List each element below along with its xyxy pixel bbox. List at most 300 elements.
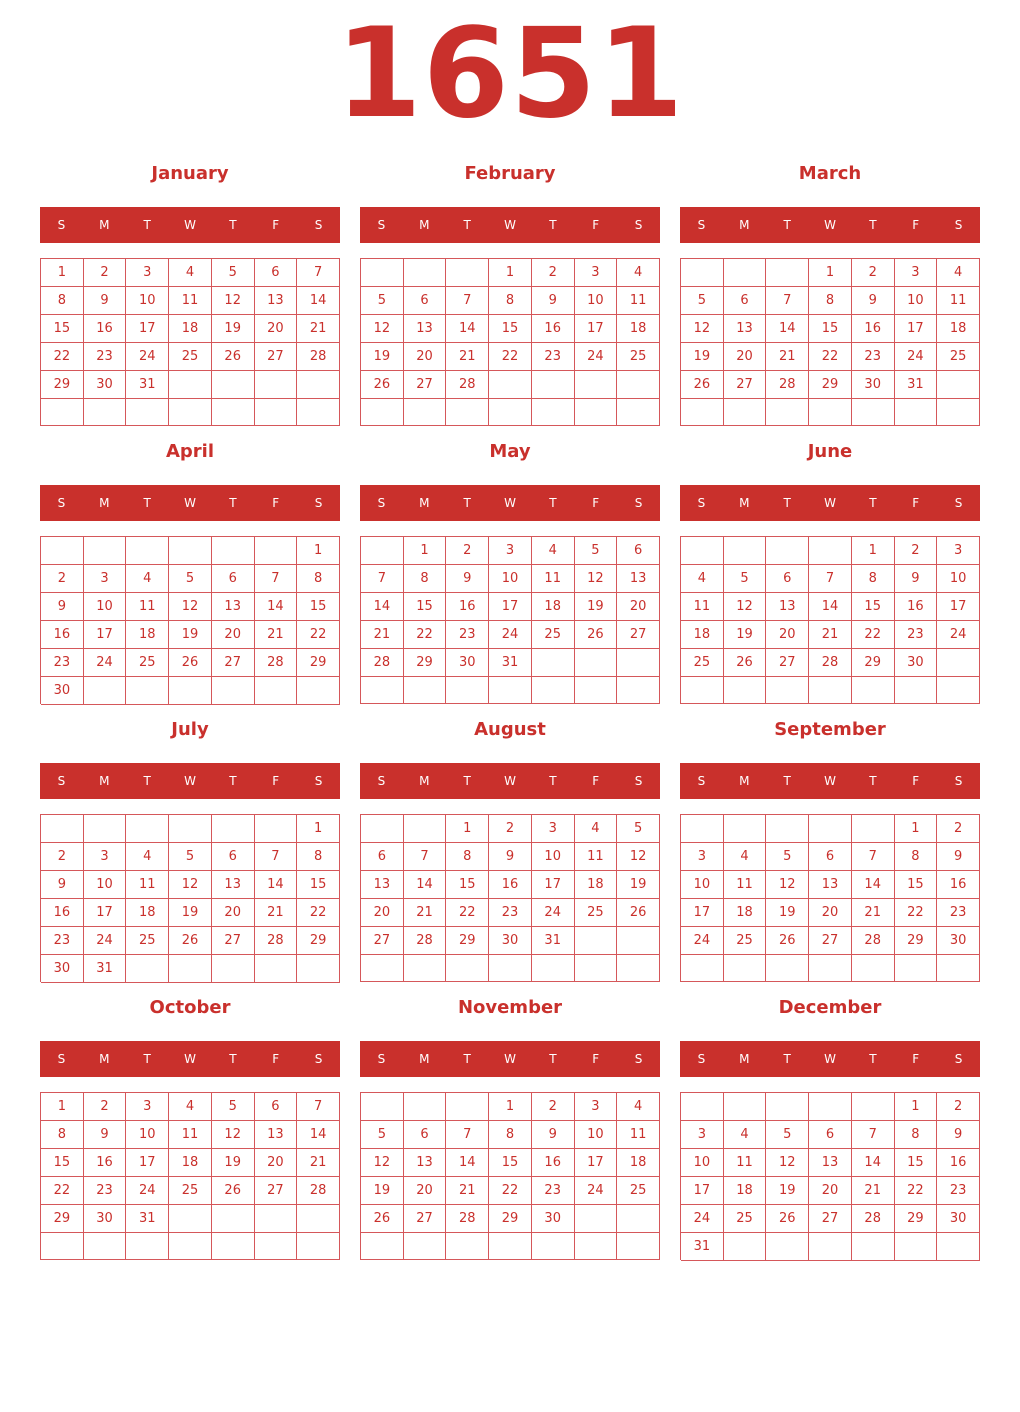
- empty-day-cell: [404, 1233, 447, 1260]
- day-cell: 10: [126, 287, 169, 315]
- weekday-label: S: [314, 774, 323, 788]
- day-cell: 11: [937, 287, 980, 315]
- day-cell: 6: [255, 259, 298, 287]
- month-december: [680, 988, 980, 1260]
- day-cell: 29: [297, 927, 340, 955]
- empty-day-cell: [84, 399, 127, 426]
- day-cell: 20: [255, 1149, 298, 1177]
- empty-day-cell: [532, 371, 575, 399]
- day-cell: 4: [724, 843, 767, 871]
- empty-day-cell: [255, 677, 298, 705]
- day-cell: 29: [852, 649, 895, 677]
- day-cell: 31: [84, 955, 127, 983]
- day-cell: 22: [895, 899, 938, 927]
- empty-day-cell: [681, 677, 724, 704]
- weekday-label: S: [634, 1052, 643, 1066]
- month-may: [360, 432, 660, 704]
- empty-day-cell: [724, 1093, 767, 1121]
- day-cell: 6: [724, 287, 767, 315]
- day-cell: 2: [852, 259, 895, 287]
- day-grid: [360, 536, 660, 704]
- day-cell: 26: [766, 1205, 809, 1233]
- day-cell: 23: [84, 343, 127, 371]
- empty-day-cell: [575, 649, 618, 677]
- day-cell: 4: [575, 815, 618, 843]
- day-cell: 4: [169, 259, 212, 287]
- weekday-label: W: [824, 496, 836, 510]
- day-cell: 13: [809, 871, 852, 899]
- weekday-label: W: [824, 774, 836, 788]
- empty-day-cell: [126, 399, 169, 426]
- empty-day-cell: [489, 955, 532, 982]
- month-name: July: [171, 719, 209, 740]
- day-cell: 18: [937, 315, 980, 343]
- day-cell: 22: [895, 1177, 938, 1205]
- day-cell: 30: [895, 649, 938, 677]
- day-cell: 3: [84, 843, 127, 871]
- month-name: March: [798, 163, 862, 184]
- empty-day-cell: [617, 677, 660, 704]
- day-cell: 12: [724, 593, 767, 621]
- weekday-label: F: [592, 218, 600, 232]
- day-cell: 26: [361, 1205, 404, 1233]
- empty-day-cell: [126, 537, 169, 565]
- day-cell: 21: [361, 621, 404, 649]
- day-cell: 16: [489, 871, 532, 899]
- day-cell: 27: [212, 927, 255, 955]
- day-cell: 1: [404, 537, 447, 565]
- empty-day-cell: [724, 537, 767, 565]
- day-cell: 18: [617, 315, 660, 343]
- day-cell: 28: [852, 1205, 895, 1233]
- weekday-label: M: [419, 1052, 430, 1066]
- day-cell: 12: [169, 871, 212, 899]
- empty-day-cell: [575, 371, 618, 399]
- empty-day-cell: [724, 1233, 767, 1261]
- day-cell: 8: [895, 1121, 938, 1149]
- empty-day-cell: [446, 399, 489, 426]
- empty-day-cell: [212, 399, 255, 426]
- day-cell: 22: [297, 899, 340, 927]
- day-cell: 11: [126, 871, 169, 899]
- day-cell: 24: [489, 621, 532, 649]
- day-cell: 16: [41, 621, 84, 649]
- day-cell: 15: [41, 1149, 84, 1177]
- day-cell: 18: [724, 1177, 767, 1205]
- day-cell: 2: [895, 537, 938, 565]
- day-cell: 12: [169, 593, 212, 621]
- day-cell: 23: [895, 621, 938, 649]
- empty-day-cell: [937, 371, 980, 399]
- day-cell: 5: [681, 287, 724, 315]
- empty-day-cell: [297, 371, 340, 399]
- month-august: [360, 710, 660, 982]
- day-cell: 15: [297, 871, 340, 899]
- day-cell: 29: [446, 927, 489, 955]
- weekday-label: S: [377, 496, 386, 510]
- day-cell: 26: [681, 371, 724, 399]
- empty-day-cell: [724, 259, 767, 287]
- day-cell: 26: [766, 927, 809, 955]
- day-cell: 16: [937, 871, 980, 899]
- day-cell: 24: [126, 1177, 169, 1205]
- weekday-label: M: [99, 218, 110, 232]
- day-cell: 17: [575, 1149, 618, 1177]
- weekday-label: T: [869, 1052, 877, 1066]
- day-cell: 13: [361, 871, 404, 899]
- day-cell: 10: [937, 565, 980, 593]
- weekday-label: T: [783, 774, 791, 788]
- day-cell: 18: [126, 899, 169, 927]
- day-cell: 4: [532, 537, 575, 565]
- empty-day-cell: [361, 399, 404, 426]
- day-cell: 22: [446, 899, 489, 927]
- empty-day-cell: [404, 259, 447, 287]
- day-cell: 13: [255, 1121, 298, 1149]
- day-cell: 15: [489, 315, 532, 343]
- day-cell: 23: [489, 899, 532, 927]
- weekday-label: M: [99, 774, 110, 788]
- day-cell: 27: [724, 371, 767, 399]
- empty-day-cell: [617, 955, 660, 982]
- day-cell: 21: [404, 899, 447, 927]
- day-cell: 7: [361, 565, 404, 593]
- day-cell: 20: [404, 343, 447, 371]
- day-cell: 25: [169, 1177, 212, 1205]
- day-cell: 15: [446, 871, 489, 899]
- empty-day-cell: [937, 677, 980, 704]
- weekday-label: S: [697, 1052, 706, 1066]
- day-cell: 24: [126, 343, 169, 371]
- weekday-label: T: [869, 218, 877, 232]
- empty-day-cell: [575, 677, 618, 704]
- day-cell: 18: [169, 315, 212, 343]
- day-cell: 15: [297, 593, 340, 621]
- day-cell: 3: [895, 259, 938, 287]
- day-cell: 1: [809, 259, 852, 287]
- weekday-header: [360, 1041, 660, 1077]
- day-cell: 27: [617, 621, 660, 649]
- day-cell: 7: [852, 1121, 895, 1149]
- day-cell: 27: [212, 649, 255, 677]
- day-cell: 14: [852, 871, 895, 899]
- weekday-label: T: [463, 774, 471, 788]
- day-cell: 6: [809, 843, 852, 871]
- day-cell: 20: [809, 1177, 852, 1205]
- day-cell: 9: [532, 287, 575, 315]
- day-cell: 15: [852, 593, 895, 621]
- day-cell: 8: [489, 1121, 532, 1149]
- empty-day-cell: [297, 677, 340, 705]
- empty-day-cell: [852, 1233, 895, 1261]
- empty-day-cell: [809, 815, 852, 843]
- empty-day-cell: [766, 677, 809, 704]
- day-cell: 1: [895, 815, 938, 843]
- day-cell: 17: [681, 1177, 724, 1205]
- day-cell: 16: [937, 1149, 980, 1177]
- empty-day-cell: [361, 259, 404, 287]
- weekday-label: M: [739, 218, 750, 232]
- day-cell: 14: [404, 871, 447, 899]
- weekday-label: T: [783, 218, 791, 232]
- day-cell: 31: [895, 371, 938, 399]
- day-cell: 4: [126, 843, 169, 871]
- weekday-label: S: [954, 1052, 963, 1066]
- day-cell: 25: [681, 649, 724, 677]
- day-cell: 3: [681, 843, 724, 871]
- day-cell: 16: [446, 593, 489, 621]
- day-cell: 12: [361, 315, 404, 343]
- day-grid: [680, 1092, 980, 1260]
- day-cell: 26: [212, 1177, 255, 1205]
- day-cell: 31: [126, 371, 169, 399]
- day-cell: 29: [895, 927, 938, 955]
- weekday-label: F: [272, 774, 280, 788]
- weekday-label: T: [869, 774, 877, 788]
- weekday-label: F: [912, 1052, 920, 1066]
- day-cell: 28: [766, 371, 809, 399]
- empty-day-cell: [126, 677, 169, 705]
- day-cell: 23: [84, 1177, 127, 1205]
- day-cell: 8: [852, 565, 895, 593]
- day-cell: 2: [937, 1093, 980, 1121]
- empty-day-cell: [446, 259, 489, 287]
- day-cell: 30: [489, 927, 532, 955]
- day-cell: 13: [766, 593, 809, 621]
- empty-day-cell: [681, 815, 724, 843]
- weekday-label: T: [549, 774, 557, 788]
- day-cell: 30: [446, 649, 489, 677]
- day-cell: 24: [575, 1177, 618, 1205]
- day-grid: [680, 814, 980, 982]
- empty-day-cell: [212, 1233, 255, 1260]
- weekday-header: [680, 763, 980, 799]
- empty-day-cell: [297, 1205, 340, 1233]
- day-cell: 2: [446, 537, 489, 565]
- weekday-label: S: [377, 218, 386, 232]
- weekday-label: F: [592, 496, 600, 510]
- empty-day-cell: [404, 955, 447, 982]
- weekday-label: S: [697, 774, 706, 788]
- day-cell: 27: [809, 927, 852, 955]
- day-cell: 5: [575, 537, 618, 565]
- day-cell: 2: [489, 815, 532, 843]
- day-cell: 19: [212, 1149, 255, 1177]
- empty-day-cell: [404, 677, 447, 704]
- day-cell: 10: [532, 843, 575, 871]
- weekday-label: T: [783, 1052, 791, 1066]
- day-cell: 9: [84, 287, 127, 315]
- day-cell: 13: [724, 315, 767, 343]
- weekday-header: [40, 763, 340, 799]
- weekday-label: S: [57, 774, 66, 788]
- weekday-label: S: [314, 218, 323, 232]
- empty-day-cell: [404, 1093, 447, 1121]
- weekday-label: T: [229, 1052, 237, 1066]
- day-cell: 24: [937, 621, 980, 649]
- day-cell: 14: [255, 871, 298, 899]
- month-name: October: [149, 997, 231, 1018]
- day-cell: 8: [809, 287, 852, 315]
- day-cell: 12: [617, 843, 660, 871]
- empty-day-cell: [404, 399, 447, 426]
- day-cell: 7: [255, 843, 298, 871]
- day-cell: 3: [575, 259, 618, 287]
- day-cell: 28: [361, 649, 404, 677]
- weekday-label: F: [272, 1052, 280, 1066]
- weekday-label: W: [824, 218, 836, 232]
- empty-day-cell: [169, 399, 212, 426]
- day-cell: 1: [297, 815, 340, 843]
- day-cell: 31: [681, 1233, 724, 1261]
- empty-day-cell: [532, 1233, 575, 1260]
- empty-day-cell: [489, 371, 532, 399]
- day-cell: 6: [766, 565, 809, 593]
- weekday-label: T: [549, 496, 557, 510]
- day-cell: 22: [297, 621, 340, 649]
- empty-day-cell: [809, 955, 852, 982]
- empty-day-cell: [724, 955, 767, 982]
- day-cell: 4: [169, 1093, 212, 1121]
- day-cell: 6: [255, 1093, 298, 1121]
- empty-day-cell: [212, 1205, 255, 1233]
- day-cell: 30: [937, 927, 980, 955]
- empty-day-cell: [446, 677, 489, 704]
- day-cell: 28: [255, 927, 298, 955]
- day-cell: 14: [297, 1121, 340, 1149]
- day-cell: 8: [895, 843, 938, 871]
- empty-day-cell: [489, 1233, 532, 1260]
- day-cell: 9: [852, 287, 895, 315]
- day-cell: 20: [724, 343, 767, 371]
- year-title: 1651: [335, 2, 685, 146]
- day-cell: 2: [84, 1093, 127, 1121]
- empty-day-cell: [681, 399, 724, 426]
- month-name: August: [474, 719, 546, 740]
- weekday-header: [680, 1041, 980, 1077]
- day-cell: 2: [41, 565, 84, 593]
- day-cell: 13: [617, 565, 660, 593]
- day-cell: 14: [255, 593, 298, 621]
- empty-day-cell: [126, 1233, 169, 1260]
- empty-day-cell: [212, 537, 255, 565]
- empty-day-cell: [766, 537, 809, 565]
- day-cell: 5: [617, 815, 660, 843]
- empty-day-cell: [617, 1233, 660, 1260]
- day-cell: 9: [895, 565, 938, 593]
- day-cell: 15: [895, 1149, 938, 1177]
- day-cell: 3: [126, 1093, 169, 1121]
- day-cell: 17: [575, 315, 618, 343]
- empty-day-cell: [297, 399, 340, 426]
- empty-day-cell: [852, 955, 895, 982]
- day-cell: 27: [809, 1205, 852, 1233]
- empty-day-cell: [169, 1233, 212, 1260]
- day-cell: 3: [532, 815, 575, 843]
- empty-day-cell: [766, 1093, 809, 1121]
- empty-day-cell: [361, 1093, 404, 1121]
- day-cell: 14: [809, 593, 852, 621]
- day-cell: 23: [532, 343, 575, 371]
- day-cell: 26: [361, 371, 404, 399]
- day-grid: [40, 536, 340, 704]
- weekday-label: S: [954, 218, 963, 232]
- day-cell: 21: [297, 315, 340, 343]
- day-cell: 13: [404, 1149, 447, 1177]
- weekday-label: F: [912, 496, 920, 510]
- month-name: January: [151, 163, 229, 184]
- day-cell: 7: [404, 843, 447, 871]
- day-cell: 27: [404, 1205, 447, 1233]
- day-cell: 20: [212, 899, 255, 927]
- day-cell: 19: [766, 899, 809, 927]
- day-grid: [40, 1092, 340, 1260]
- month-name: December: [778, 997, 882, 1018]
- day-cell: 11: [724, 1149, 767, 1177]
- day-cell: 11: [724, 871, 767, 899]
- empty-day-cell: [809, 677, 852, 704]
- empty-day-cell: [681, 537, 724, 565]
- day-cell: 11: [617, 287, 660, 315]
- day-cell: 13: [212, 871, 255, 899]
- day-cell: 29: [41, 1205, 84, 1233]
- day-cell: 16: [84, 1149, 127, 1177]
- weekday-label: S: [697, 496, 706, 510]
- day-cell: 7: [446, 287, 489, 315]
- day-cell: 10: [681, 1149, 724, 1177]
- day-cell: 28: [255, 649, 298, 677]
- day-cell: 11: [169, 287, 212, 315]
- weekday-header: [360, 485, 660, 521]
- day-cell: 5: [766, 1121, 809, 1149]
- day-cell: 5: [361, 1121, 404, 1149]
- day-cell: 15: [489, 1149, 532, 1177]
- day-cell: 30: [84, 1205, 127, 1233]
- day-cell: 13: [404, 315, 447, 343]
- day-cell: 11: [532, 565, 575, 593]
- day-cell: 28: [809, 649, 852, 677]
- empty-day-cell: [532, 649, 575, 677]
- day-cell: 12: [681, 315, 724, 343]
- day-cell: 4: [617, 1093, 660, 1121]
- day-cell: 11: [126, 593, 169, 621]
- day-cell: 28: [852, 927, 895, 955]
- day-cell: 25: [617, 1177, 660, 1205]
- weekday-label: S: [634, 218, 643, 232]
- day-cell: 5: [766, 843, 809, 871]
- weekday-header: [40, 485, 340, 521]
- empty-day-cell: [255, 371, 298, 399]
- weekday-header: [360, 207, 660, 243]
- weekday-label: W: [184, 496, 196, 510]
- day-cell: 12: [212, 1121, 255, 1149]
- day-grid: [360, 1092, 660, 1260]
- day-cell: 27: [255, 343, 298, 371]
- day-cell: 14: [361, 593, 404, 621]
- day-cell: 9: [937, 843, 980, 871]
- empty-day-cell: [895, 1233, 938, 1261]
- weekday-label: T: [869, 496, 877, 510]
- weekday-label: W: [184, 218, 196, 232]
- day-cell: 23: [852, 343, 895, 371]
- day-cell: 23: [41, 649, 84, 677]
- day-cell: 5: [724, 565, 767, 593]
- month-june: [680, 432, 980, 704]
- day-cell: 21: [766, 343, 809, 371]
- empty-day-cell: [212, 815, 255, 843]
- day-cell: 21: [297, 1149, 340, 1177]
- day-cell: 12: [212, 287, 255, 315]
